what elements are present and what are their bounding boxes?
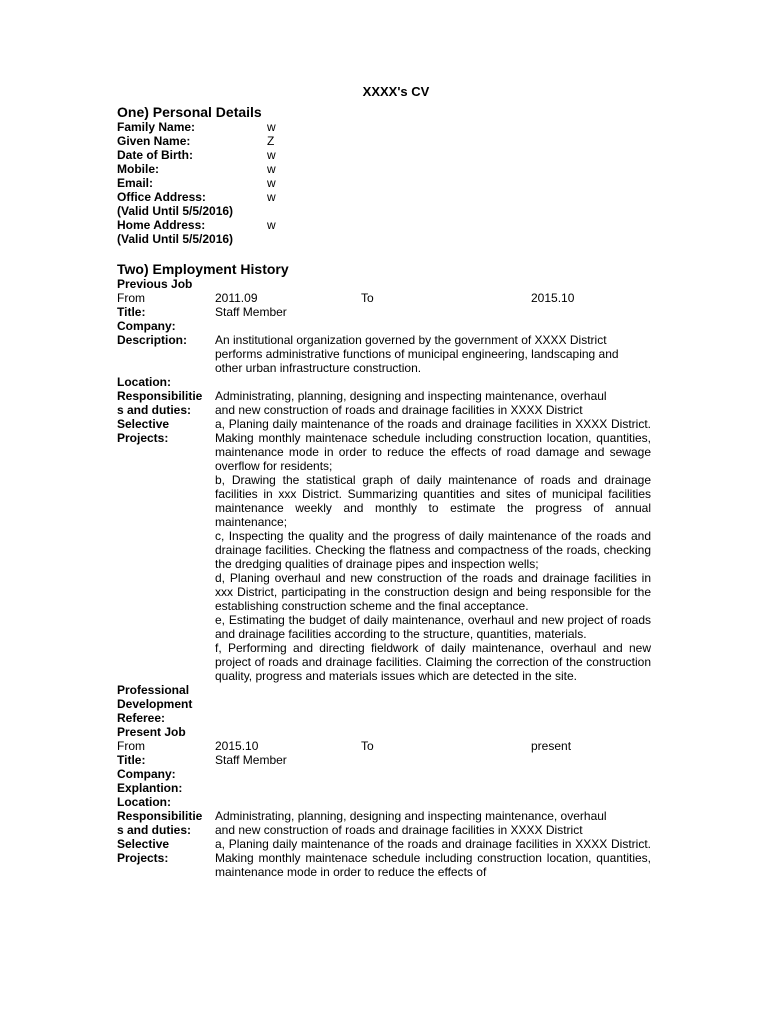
employment-history-heading: Two) Employment History xyxy=(117,261,289,277)
label-line: Responsibilitie xyxy=(117,389,203,403)
personal-label: Home Address: xyxy=(117,218,206,232)
label-line: Professional xyxy=(117,683,190,697)
document-title: XXXX's CV xyxy=(362,84,430,99)
present-job-responsibilities-row xyxy=(117,809,651,837)
personal-label: Given Name: xyxy=(117,134,191,148)
personal-row xyxy=(117,176,651,190)
personal-details-heading: One) Personal Details xyxy=(117,104,262,120)
label-line: Projects: xyxy=(117,851,169,865)
previous-job-projects-row xyxy=(117,417,651,683)
personal-row xyxy=(117,134,651,148)
description-line: An institutional organization governed by the government of XXXX District xyxy=(215,333,607,347)
to-label: To xyxy=(361,739,374,753)
to-label: To xyxy=(361,291,374,305)
projects-label xyxy=(117,417,215,683)
responsibilities-text xyxy=(215,389,651,417)
description-label: Description: xyxy=(117,333,188,347)
previous-job-company-row xyxy=(117,319,651,333)
personal-details-list xyxy=(117,120,651,246)
personal-value: Z xyxy=(267,134,275,148)
present-job-location-row xyxy=(117,795,651,809)
location-label: Location: xyxy=(117,375,171,389)
company-label: Company: xyxy=(117,319,176,333)
responsibilities-text xyxy=(215,809,651,837)
personal-value xyxy=(267,232,651,246)
present-job-period xyxy=(117,739,651,753)
responsibilities-line: Administrating, planning, designing and inspecting maintenance, overhaul xyxy=(215,809,607,823)
to-value: present xyxy=(531,739,572,753)
projects-label xyxy=(117,837,215,879)
previous-job-title-row xyxy=(117,305,651,319)
personal-row xyxy=(117,120,651,134)
personal-value xyxy=(267,204,651,218)
responsibilities-label xyxy=(117,389,215,417)
title-value: Staff Member xyxy=(215,305,287,319)
responsibilities-label xyxy=(117,809,215,837)
label-line: Responsibilitie xyxy=(117,809,203,823)
personal-label: (Valid Until 5/5/2016) xyxy=(117,204,234,218)
to-value: 2015.10 xyxy=(531,291,575,305)
personal-label: Office Address: xyxy=(117,190,206,204)
present-job-title-row xyxy=(117,753,651,767)
previous-job-heading: Previous Job xyxy=(117,277,193,291)
personal-value: w xyxy=(267,176,276,190)
responsibilities-line: Administrating, planning, designing and inspecting maintenance, overhaul xyxy=(215,389,607,403)
personal-label: Date of Birth: xyxy=(117,148,193,162)
personal-label: Family Name: xyxy=(117,120,196,134)
description-line: other urban infrastructure construction. xyxy=(215,361,422,375)
personal-row xyxy=(117,162,651,176)
personal-value: w xyxy=(267,218,276,232)
personal-label: Mobile: xyxy=(117,162,159,176)
from-value: 2011.09 xyxy=(215,291,258,305)
projects-text: a, Planing daily maintenance of the roads and drainage facilities in XXXX District. Making monthly maintenace schedule including construction location, quantities, maintenance mode in order to reduce the effects of road damage and sewage overflow for residents; b, Drawing the statistical graph of daily maintenance of roads and drainage facilities in xxx District. Summarizing quantities and sites of municipal facilities maintenance weekly and monthly to estimate the progress of annual maintenance; c, Inspecting the quality and the progress of daily maintenance of the roads and drainage facilities. Checking the flatness and compactness of the roads, checking the dredging qualities of drainage pipes and inspection wells; d, Planing overhaul and new construction of the roads and drainage facilities in xxx District, participating in the construction design and being responsible for the establishing construction scheme and the final acceptance. e, Estimating the budget of daily maintenance, overhaul and new project of roads and drainage facilities according to the structure, quantities, materials. f, Performing and directing fieldwork of daily maintenance, overhaul and new project of roads and drainage facilities. Claiming the correction of the construction quality, progress and materials issues which are detected in the site. xyxy=(215,417,651,683)
present-job-heading: Present Job xyxy=(117,725,186,739)
from-label: From xyxy=(117,739,145,753)
personal-row xyxy=(117,148,651,162)
label-line: s and duties: xyxy=(117,403,192,417)
previous-job-description-row xyxy=(117,333,651,375)
personal-row xyxy=(117,190,651,204)
description-text xyxy=(215,333,651,375)
previous-job-responsibilities-row xyxy=(117,389,651,417)
previous-job-period xyxy=(117,291,651,305)
label-line: s and duties: xyxy=(117,823,192,837)
label-line: Selective xyxy=(117,837,170,851)
personal-label: (Valid Until 5/5/2016) xyxy=(117,232,234,246)
present-job-projects-row xyxy=(117,837,651,879)
label-line: Development xyxy=(117,697,193,711)
professional-development-row xyxy=(117,683,651,711)
label-line: Selective xyxy=(117,417,170,431)
previous-job-location-row xyxy=(117,375,651,389)
referee-label: Referee: xyxy=(117,711,166,725)
title-label: Title: xyxy=(117,305,146,319)
title-label: Title: xyxy=(117,753,146,767)
present-job-explanation-row xyxy=(117,781,651,795)
projects-text: a, Planing daily maintenance of the roads and drainage facilities in XXXX District. Making monthly maintenace schedule including construction location, quantities, maintenance mode in order to reduce the effects of xyxy=(215,837,651,879)
personal-value: w xyxy=(267,162,276,176)
explanation-label: Explantion: xyxy=(117,781,183,795)
professional-development-label xyxy=(117,683,215,711)
referee-row xyxy=(117,711,651,725)
location-label: Location: xyxy=(117,795,171,809)
present-job-company-row xyxy=(117,767,651,781)
cv-document xyxy=(117,84,651,879)
personal-row xyxy=(117,232,651,246)
personal-value: w xyxy=(267,120,276,134)
personal-value: w xyxy=(267,190,276,204)
description-line: performs administrative functions of municipal engineering, landscaping and xyxy=(215,347,619,361)
responsibilities-line: and new construction of roads and drainage facilities in XXXX District xyxy=(215,403,583,417)
from-value: 2015.10 xyxy=(215,739,259,753)
company-label: Company: xyxy=(117,767,176,781)
label-line: Projects: xyxy=(117,431,169,445)
personal-label: Email: xyxy=(117,176,154,190)
personal-row xyxy=(117,218,651,232)
from-label: From xyxy=(117,291,145,305)
responsibilities-line: and new construction of roads and drainage facilities in XXXX District xyxy=(215,823,583,837)
personal-row xyxy=(117,204,651,218)
title-value: Staff Member xyxy=(215,753,287,767)
personal-value: w xyxy=(267,148,276,162)
